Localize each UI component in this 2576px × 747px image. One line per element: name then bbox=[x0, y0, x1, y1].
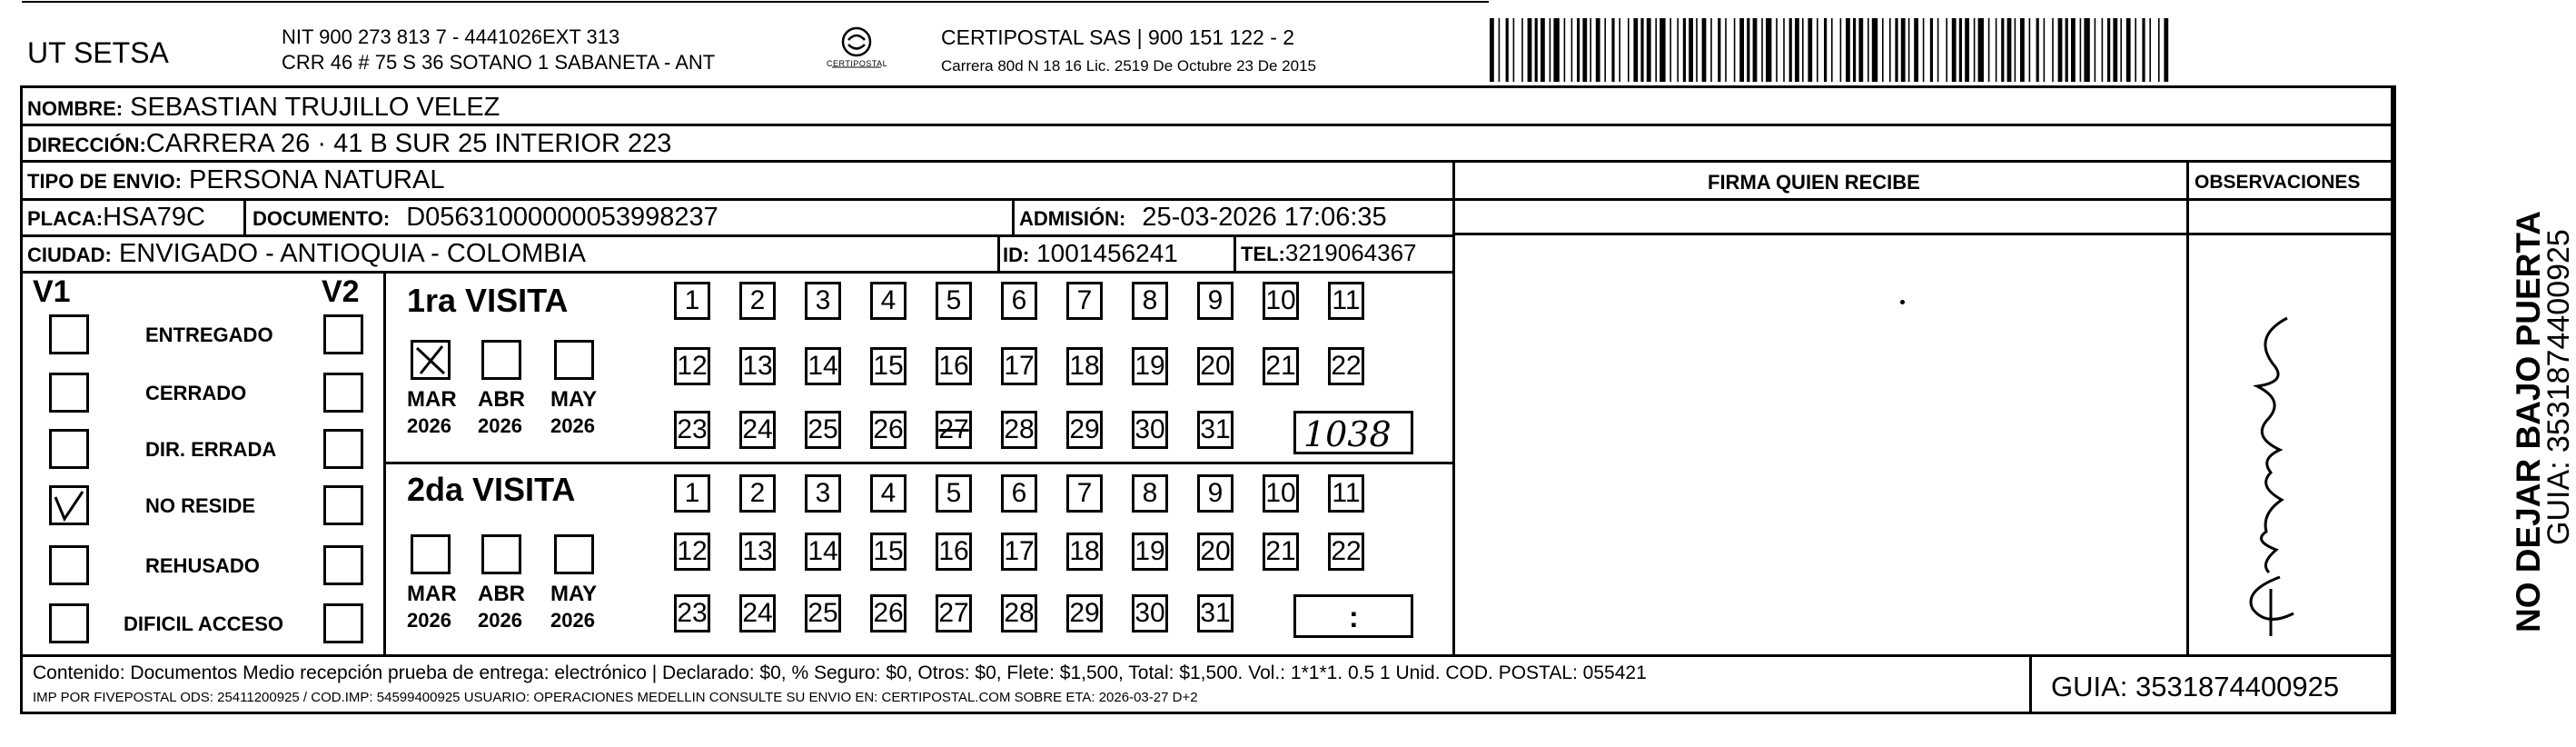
barcode-bar bbox=[1647, 18, 1651, 82]
barcode-bar bbox=[1753, 18, 1758, 82]
day-box: 1 bbox=[674, 282, 710, 320]
placa-label: PLACA: bbox=[27, 207, 104, 230]
month-checkbox bbox=[554, 340, 594, 380]
day-box: 15 bbox=[870, 347, 907, 385]
day-box: 20 bbox=[1197, 347, 1234, 385]
barcode-bar bbox=[1655, 18, 1657, 82]
documento-value: D05631000000053998237 bbox=[406, 203, 718, 232]
day-box: 18 bbox=[1066, 533, 1103, 571]
admision-label: ADMISIÓN: bbox=[1019, 207, 1126, 230]
barcode-bar bbox=[1541, 18, 1545, 82]
day-box: 12 bbox=[674, 347, 710, 385]
v1-checkbox bbox=[49, 485, 89, 525]
barcode-bar bbox=[2095, 18, 2096, 82]
day-box: 21 bbox=[1263, 347, 1299, 385]
month-checkbox bbox=[411, 340, 451, 380]
barcode-bar bbox=[1853, 18, 1856, 82]
company-name: UT SETSA bbox=[27, 36, 169, 69]
logo-text: CERTIPOSTAL bbox=[827, 59, 888, 68]
placa-divider bbox=[243, 198, 246, 234]
day-box: 18 bbox=[1066, 347, 1103, 385]
day-box: 3 bbox=[805, 282, 841, 320]
barcode-bar bbox=[1718, 18, 1720, 82]
day-box: 24 bbox=[739, 594, 776, 632]
barcode-bar bbox=[1564, 18, 1566, 82]
barcode-bar bbox=[1930, 18, 1933, 82]
row-divider bbox=[20, 198, 2393, 201]
day-box: 27 bbox=[936, 594, 972, 632]
barcode-bar bbox=[2058, 18, 2063, 82]
day-box: 30 bbox=[1132, 594, 1168, 632]
barcode-bar bbox=[2107, 18, 2110, 82]
day-box: 16 bbox=[936, 533, 972, 571]
footer-guia: GUIA: 3531874400925 bbox=[2051, 671, 2340, 702]
day-box: 25 bbox=[805, 411, 841, 449]
barcode-bar bbox=[1640, 18, 1643, 82]
month-label: ABR bbox=[478, 582, 525, 606]
barcode-bar bbox=[1550, 18, 1551, 82]
day-box: 19 bbox=[1132, 347, 1168, 385]
v1-label: V1 bbox=[33, 274, 71, 309]
barcode-bar bbox=[1528, 18, 1532, 82]
month-year: 2026 bbox=[550, 609, 595, 632]
day-box: 14 bbox=[805, 533, 841, 571]
v2-label: V2 bbox=[322, 274, 360, 309]
day-box: 26 bbox=[870, 411, 907, 449]
right-border bbox=[2391, 85, 2393, 714]
tel-row bbox=[1241, 241, 1417, 264]
visit1-time-box bbox=[1293, 411, 1413, 454]
barcode-bar bbox=[1604, 18, 1606, 82]
day-box: 28 bbox=[1001, 594, 1037, 632]
certipostal-logo bbox=[825, 24, 888, 78]
day-box: 5 bbox=[936, 282, 972, 320]
admision-divider bbox=[1012, 198, 1015, 234]
status-label: ENTREGADO bbox=[145, 324, 273, 346]
barcode-bar bbox=[1590, 18, 1591, 82]
v2-checkbox bbox=[323, 429, 363, 469]
barcode-bar bbox=[1996, 18, 1997, 82]
day-box: 24 bbox=[739, 411, 776, 449]
row-divider bbox=[20, 234, 1452, 237]
day-box: 28 bbox=[1001, 411, 1037, 449]
tipo-label: TIPO DE ENVIO: bbox=[27, 170, 182, 193]
day-box: 7 bbox=[1066, 474, 1103, 513]
barcode-bar bbox=[1689, 18, 1693, 82]
ciudad-row bbox=[27, 241, 586, 267]
day-box: 10 bbox=[1263, 474, 1299, 513]
barcode-bar bbox=[1499, 18, 1501, 82]
v1-checkbox bbox=[49, 603, 89, 643]
day-box: 1 bbox=[674, 474, 710, 513]
visit2-time-box bbox=[1293, 594, 1413, 638]
barcode-bar bbox=[1582, 18, 1587, 82]
license-line: Carrera 80d N 18 16 Lic. 2519 De Octubre 23 De 2015 bbox=[941, 57, 1316, 75]
day-box: 25 bbox=[805, 594, 841, 632]
visit2-title: 2da VISITA bbox=[407, 471, 576, 508]
barcode-bar bbox=[2158, 18, 2160, 82]
day-box: 4 bbox=[870, 474, 907, 513]
v2-checkbox bbox=[323, 603, 363, 643]
barcode-bar bbox=[1895, 18, 1897, 82]
day-box: 11 bbox=[1328, 474, 1364, 513]
v2-checkbox bbox=[323, 545, 363, 585]
status-label: CERRADO bbox=[145, 382, 247, 404]
side-warning: NO DEJAR BAJO PUERTA bbox=[2510, 211, 2547, 632]
day-box: 23 bbox=[674, 594, 710, 632]
barcode-bar bbox=[2036, 18, 2039, 82]
admision-value: 25-03-2026 17:06:35 bbox=[1142, 203, 1387, 232]
month-label: MAR bbox=[407, 387, 457, 412]
barcode-bar bbox=[1521, 18, 1523, 82]
barcode-bar bbox=[1858, 18, 1863, 82]
barcode-bar bbox=[2001, 18, 2004, 82]
address-line: CRR 46 # 75 S 36 SOTANO 1 SABANETA - ANT bbox=[282, 51, 716, 74]
day-box: 9 bbox=[1197, 474, 1234, 513]
barcode-bar bbox=[2071, 18, 2076, 82]
month-year: 2026 bbox=[407, 414, 451, 437]
observaciones-header: OBSERVACIONES bbox=[2195, 172, 2361, 193]
row-divider bbox=[20, 160, 2393, 163]
direccion-label: DIRECCIÓN: bbox=[27, 134, 146, 156]
day-box: 6 bbox=[1001, 282, 1037, 320]
month-label: MAY bbox=[550, 582, 598, 606]
status-label: NO RESIDE bbox=[145, 494, 256, 517]
day-box: 14 bbox=[805, 347, 841, 385]
barcode-bar bbox=[2007, 18, 2012, 82]
id-value: 1001456241 bbox=[1036, 239, 1178, 267]
barcode-bar bbox=[1596, 18, 1600, 82]
day-box: 9 bbox=[1197, 282, 1234, 320]
certipostal-line: CERTIPOSTAL SAS | 900 151 122 - 2 bbox=[941, 25, 1295, 49]
id-label: ID: bbox=[1003, 244, 1030, 266]
month-year: 2026 bbox=[550, 414, 595, 437]
nombre-value: SEBASTIAN TRUJILLO VELEZ bbox=[130, 93, 500, 122]
barcode-bar bbox=[2142, 18, 2145, 82]
obs-divider bbox=[2186, 160, 2189, 654]
row-divider bbox=[20, 271, 1452, 274]
barcode-bar bbox=[1633, 18, 1638, 82]
barcode-bar bbox=[1937, 18, 1939, 82]
placa-value: HSA79C bbox=[103, 203, 205, 232]
barcode-bar bbox=[2052, 18, 2054, 82]
barcode-bar bbox=[1535, 18, 1538, 82]
day-box: 13 bbox=[739, 347, 776, 385]
observaciones-signature bbox=[2216, 300, 2316, 645]
footer-divider bbox=[20, 654, 2393, 657]
barcode-bar bbox=[1831, 18, 1833, 82]
documento-row bbox=[253, 204, 718, 231]
day-box: 10 bbox=[1263, 282, 1299, 320]
barcode-bar bbox=[1914, 18, 1918, 82]
barcode-bar bbox=[1802, 18, 1804, 82]
day-box: 6 bbox=[1001, 474, 1037, 513]
barcode-bar bbox=[1882, 18, 1884, 82]
barcode-bar bbox=[1840, 18, 1842, 82]
tipo-value: PERSONA NATURAL bbox=[188, 165, 445, 194]
barcode-bar bbox=[2084, 18, 2089, 82]
barcode-bar bbox=[1710, 18, 1712, 82]
day-box: 22 bbox=[1328, 533, 1364, 571]
day-box: 16 bbox=[936, 347, 972, 385]
barcode-bar bbox=[2126, 18, 2131, 82]
barcode-bar bbox=[2164, 18, 2168, 82]
barcode-bar bbox=[2020, 18, 2025, 82]
barcode-bar bbox=[1506, 18, 1509, 82]
day-box: 7 bbox=[1066, 282, 1103, 320]
side-guia: GUIA: 3531874400925 bbox=[2541, 229, 2576, 545]
barcode-bar bbox=[1669, 18, 1671, 82]
documento-label: DOCUMENTO: bbox=[253, 207, 391, 230]
barcode-bar bbox=[1872, 18, 1878, 82]
barcode-bar bbox=[2149, 18, 2151, 82]
day-box: 27 bbox=[936, 411, 972, 449]
barcode-bar bbox=[1628, 18, 1630, 82]
barcode-bar bbox=[1683, 18, 1686, 82]
barcode-bar bbox=[1761, 18, 1763, 82]
barcode-bar bbox=[1889, 18, 1891, 82]
ciudad-label: CIUDAD: bbox=[27, 244, 112, 266]
day-box: 8 bbox=[1132, 282, 1168, 320]
barcode-bar bbox=[1577, 18, 1580, 82]
footer-imp: IMP POR FIVEPOSTAL ODS: 25411200925 / COD.IMP: 54599400925 USUARIO: OPERACIONES MEDELLIN CONSULTE SU ENVIO EN: CERTIPOSTAL.COM SOBRE ETA: 2026-03-27 D+2 bbox=[33, 690, 1198, 705]
barcode-bar bbox=[1974, 18, 1976, 82]
barcode-bar bbox=[2029, 18, 2031, 82]
nit-line: NIT 900 273 813 7 - 4441026EXT 313 bbox=[282, 25, 620, 48]
barcode-bar bbox=[1739, 18, 1744, 82]
barcode-bar bbox=[2015, 18, 2016, 82]
day-box: 5 bbox=[936, 474, 972, 513]
direccion-value: CARRERA 26 · 41 B SUR 25 INTERIOR 223 bbox=[145, 129, 672, 158]
day-box: 31 bbox=[1197, 411, 1234, 449]
barcode-bar bbox=[1776, 18, 1778, 82]
barcode-bar bbox=[1571, 18, 1573, 82]
barcode-bar bbox=[1965, 18, 1969, 82]
barcode-bar bbox=[1846, 18, 1850, 82]
day-box: 3 bbox=[805, 474, 841, 513]
barcode-bar bbox=[1795, 18, 1799, 82]
day-box: 15 bbox=[870, 533, 907, 571]
top-border bbox=[22, 1, 1489, 3]
barcode-bar bbox=[1747, 18, 1749, 82]
barcode-bar bbox=[1611, 18, 1614, 82]
barcode-bar bbox=[1923, 18, 1925, 82]
day-box: 31 bbox=[1197, 594, 1234, 632]
barcode-bar bbox=[1734, 18, 1736, 82]
barcode-bar bbox=[1513, 18, 1515, 82]
tel-divider bbox=[1234, 234, 1236, 271]
visit1-time: 1038 bbox=[1303, 414, 1392, 454]
barcode-bar bbox=[1783, 18, 1785, 82]
day-box: 21 bbox=[1263, 533, 1299, 571]
barcode-bar bbox=[2135, 18, 2136, 82]
tel-label: TEL: bbox=[1241, 243, 1285, 265]
month-year: 2026 bbox=[407, 609, 451, 632]
barcode-bar bbox=[1952, 18, 1957, 82]
firma-header: FIRMA QUIEN RECIBE bbox=[1708, 171, 1920, 194]
month-label: MAR bbox=[407, 582, 457, 606]
v1-checkbox bbox=[49, 373, 89, 413]
day-box: 13 bbox=[739, 533, 776, 571]
barcode-bar bbox=[1988, 18, 1990, 82]
barcode-bar bbox=[2066, 18, 2068, 82]
day-box: 12 bbox=[674, 533, 710, 571]
day-box: 20 bbox=[1197, 533, 1234, 571]
v2-checkbox bbox=[323, 485, 363, 525]
status-label: DIR. ERRADA bbox=[145, 438, 277, 461]
month-checkbox bbox=[411, 534, 451, 574]
month-checkbox bbox=[481, 340, 521, 380]
firma-divider bbox=[1452, 160, 1455, 654]
footer-contenido: Contenido: Documentos Medio recepción prueba de entrega: electrónico | Declarado: $0, % Seguro: $0, Otros: $0, Flete: $1,500, Total: $1,500. Vol.: 1*1*1. 0.5 1 Unid. COD. POSTAL: 055421 bbox=[33, 662, 1647, 683]
v1-checkbox bbox=[49, 429, 89, 469]
day-box: 29 bbox=[1066, 594, 1103, 632]
direccion-row bbox=[27, 131, 671, 157]
barcode-bar bbox=[1808, 18, 1812, 82]
nombre-label: NOMBRE: bbox=[27, 97, 124, 120]
barcode-bar bbox=[1978, 18, 1984, 82]
placa-row bbox=[27, 204, 205, 231]
barcode-bar bbox=[1725, 18, 1727, 82]
visit2-time: : bbox=[1349, 601, 1359, 633]
ciudad-value: ENVIGADO - ANTIOQUIA - COLOMBIA bbox=[118, 239, 586, 268]
barcode-bar bbox=[1868, 18, 1869, 82]
id-divider bbox=[997, 234, 1000, 271]
barcode-bar bbox=[1908, 18, 1910, 82]
v1-checkbox bbox=[49, 314, 89, 354]
day-box: 26 bbox=[870, 594, 907, 632]
day-box: 11 bbox=[1328, 282, 1364, 320]
barcode-bar bbox=[1766, 18, 1771, 82]
admision-row bbox=[1019, 204, 1387, 231]
month-label: ABR bbox=[478, 387, 525, 412]
v1-checkbox bbox=[49, 545, 89, 585]
barcode-bar bbox=[1696, 18, 1698, 82]
id-row bbox=[1003, 241, 1178, 266]
guia-divider bbox=[2029, 654, 2032, 714]
day-box: 4 bbox=[870, 282, 907, 320]
day-box: 22 bbox=[1328, 347, 1364, 385]
month-checkbox bbox=[481, 534, 521, 574]
barcode-bar bbox=[2080, 18, 2082, 82]
barcode-bar bbox=[1824, 18, 1827, 82]
barcode-bar bbox=[2044, 18, 2046, 82]
barcode-bar bbox=[1817, 18, 1818, 82]
barcode-bar bbox=[2120, 18, 2122, 82]
day-box: 2 bbox=[739, 282, 776, 320]
month-checkbox bbox=[554, 534, 594, 574]
barcode-bar bbox=[2102, 18, 2104, 82]
barcode bbox=[1490, 18, 2171, 82]
barcode-bar bbox=[1660, 18, 1665, 82]
v2-checkbox bbox=[323, 373, 363, 413]
month-year: 2026 bbox=[478, 414, 522, 437]
day-box: 8 bbox=[1132, 474, 1168, 513]
barcode-bar bbox=[1702, 18, 1707, 82]
status-label: REHUSADO bbox=[145, 554, 260, 577]
day-box: 2 bbox=[739, 474, 776, 513]
day-box: 17 bbox=[1001, 533, 1037, 571]
barcode-bar bbox=[1490, 18, 1494, 82]
month-year: 2026 bbox=[478, 609, 522, 632]
day-box: 23 bbox=[674, 411, 710, 449]
row-divider bbox=[20, 124, 2393, 126]
nombre-row bbox=[27, 95, 500, 121]
status-label: DIFICIL ACCESO bbox=[124, 613, 284, 635]
day-box: 30 bbox=[1132, 411, 1168, 449]
day-box: 17 bbox=[1001, 347, 1037, 385]
barcode-bar bbox=[1677, 18, 1679, 82]
v2-checkbox bbox=[323, 314, 363, 354]
month-label: MAY bbox=[550, 387, 598, 412]
barcode-bar bbox=[1959, 18, 1962, 82]
barcode-bar bbox=[1789, 18, 1792, 82]
visit1-title: 1ra VISITA bbox=[407, 282, 569, 319]
barcode-bar bbox=[1901, 18, 1906, 82]
visit-divider bbox=[383, 462, 1452, 464]
barcode-bar bbox=[1619, 18, 1620, 82]
barcode-bar bbox=[2113, 18, 2117, 82]
firma-dot bbox=[1900, 300, 1905, 304]
tipo-row bbox=[27, 167, 444, 194]
barcode-bar bbox=[1553, 18, 1559, 82]
day-box: 29 bbox=[1066, 411, 1103, 449]
day-box: 19 bbox=[1132, 533, 1168, 571]
header-divider bbox=[1452, 233, 2393, 235]
barcode-bar bbox=[1946, 18, 1947, 82]
tel-value: 3219064367 bbox=[1284, 239, 1417, 266]
